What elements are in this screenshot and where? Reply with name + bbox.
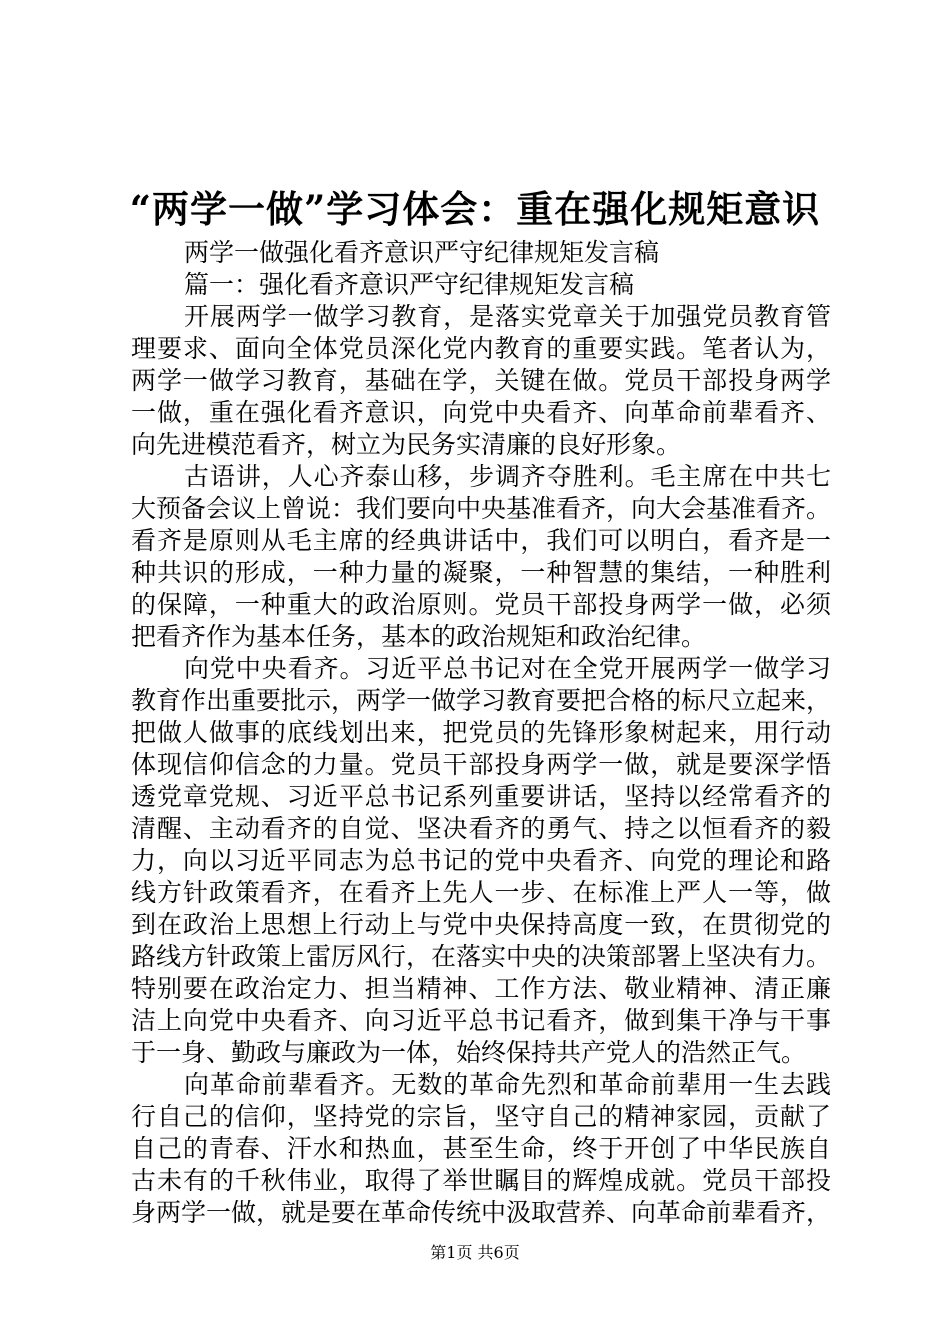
text-line: 行自己的信仰，坚持党的宗旨，坚守自己的精神家园，贡献了	[131, 1102, 831, 1131]
text-line: 向革命前辈看齐。无数的革命先烈和革命前辈用一生去践	[184, 1070, 831, 1099]
text-line: 体现信仰信念的力量。党员干部投身两学一做，就是要深学悟	[131, 750, 831, 779]
text-line: 向先进模范看齐，树立为民务实清廉的良好形象。	[131, 430, 682, 459]
text-line: 特别要在政治定力、担当精神、工作方法、敬业精神、清正廉	[131, 974, 831, 1003]
text-line: 身两学一做，就是要在革命传统中汲取营养、向革命前辈看齐，	[131, 1198, 832, 1227]
document-body	[131, 237, 831, 1229]
text-line: 大预备会议上曾说：我们要向中央基准看齐，向大会基准看齐。	[131, 494, 832, 523]
text-line: 两学一做强化看齐意识严守纪律规矩发言稿	[184, 238, 660, 267]
text-line: 开展两学一做学习教育，是落实党章关于加强党员教育管	[184, 302, 831, 331]
text-line: 路线方针政策上雷厉风行，在落实中央的决策部署上坚决有力。	[131, 942, 832, 971]
text-line: 把做人做事的底线划出来，把党员的先锋形象树起来，用行动	[131, 718, 831, 747]
text-line: 于一身、勤政与廉政为一体，始终保持共产党人的浩然正气。	[131, 1038, 807, 1067]
text-line: 教育作出重要批示，两学一做学习教育要把合格的标尺立起来，	[131, 686, 832, 715]
text-line: 古未有的千秋伟业，取得了举世瞩目的辉煌成就。党员干部投	[131, 1166, 831, 1195]
text-line: 洁上向党中央看齐、向习近平总书记看齐，做到集干净与干事	[131, 1006, 831, 1035]
text-line: 向党中央看齐。习近平总书记对在全党开展两学一做学习	[184, 654, 831, 683]
text-line: 力，向以习近平同志为总书记的党中央看齐、向党的理论和路	[131, 846, 831, 875]
text-line: 一做，重在强化看齐意识，向党中央看齐、向革命前辈看齐、	[131, 398, 831, 427]
text-line: 篇一：强化看齐意识严守纪律规矩发言稿	[184, 270, 635, 299]
page-footer: 第1页 共6页	[430, 1243, 520, 1262]
text-line: 看齐是原则从毛主席的经典讲话中，我们可以明白，看齐是一	[131, 526, 831, 555]
text-line: 把看齐作为基本任务，基本的政治规矩和政治纪律。	[131, 622, 707, 651]
text-line: 古语讲，人心齐泰山移，步调齐夺胜利。毛主席在中共七	[184, 462, 831, 491]
text-line: 透党章党规、习近平总书记系列重要讲话，坚持以经常看齐的	[131, 782, 831, 811]
text-line: 种共识的形成，一种力量的凝聚，一种智慧的集结，一种胜利	[131, 558, 831, 587]
text-line: 的保障，一种重大的政治原则。党员干部投身两学一做，必须	[131, 590, 831, 619]
text-line: 线方针政策看齐，在看齐上先人一步、在标准上严人一等，做	[131, 878, 831, 907]
text-line: 到在政治上思想上行动上与党中央保持高度一致，在贯彻党的	[131, 910, 831, 939]
text-line: 两学一做学习教育，基础在学，关键在做。党员干部投身两学	[131, 366, 831, 395]
text-line: 理要求、面向全体党员深化党内教育的重要实践。笔者认为，	[131, 334, 831, 363]
text-line: 清醒、主动看齐的自觉、坚决看齐的勇气、持之以恒看齐的毅	[131, 814, 831, 843]
text-line: 自己的青春、汗水和热血，甚至生命，终于开创了中华民族自	[131, 1134, 831, 1163]
document-title: “两学一做”学习体会：重在强化规矩意识	[129, 187, 821, 231]
